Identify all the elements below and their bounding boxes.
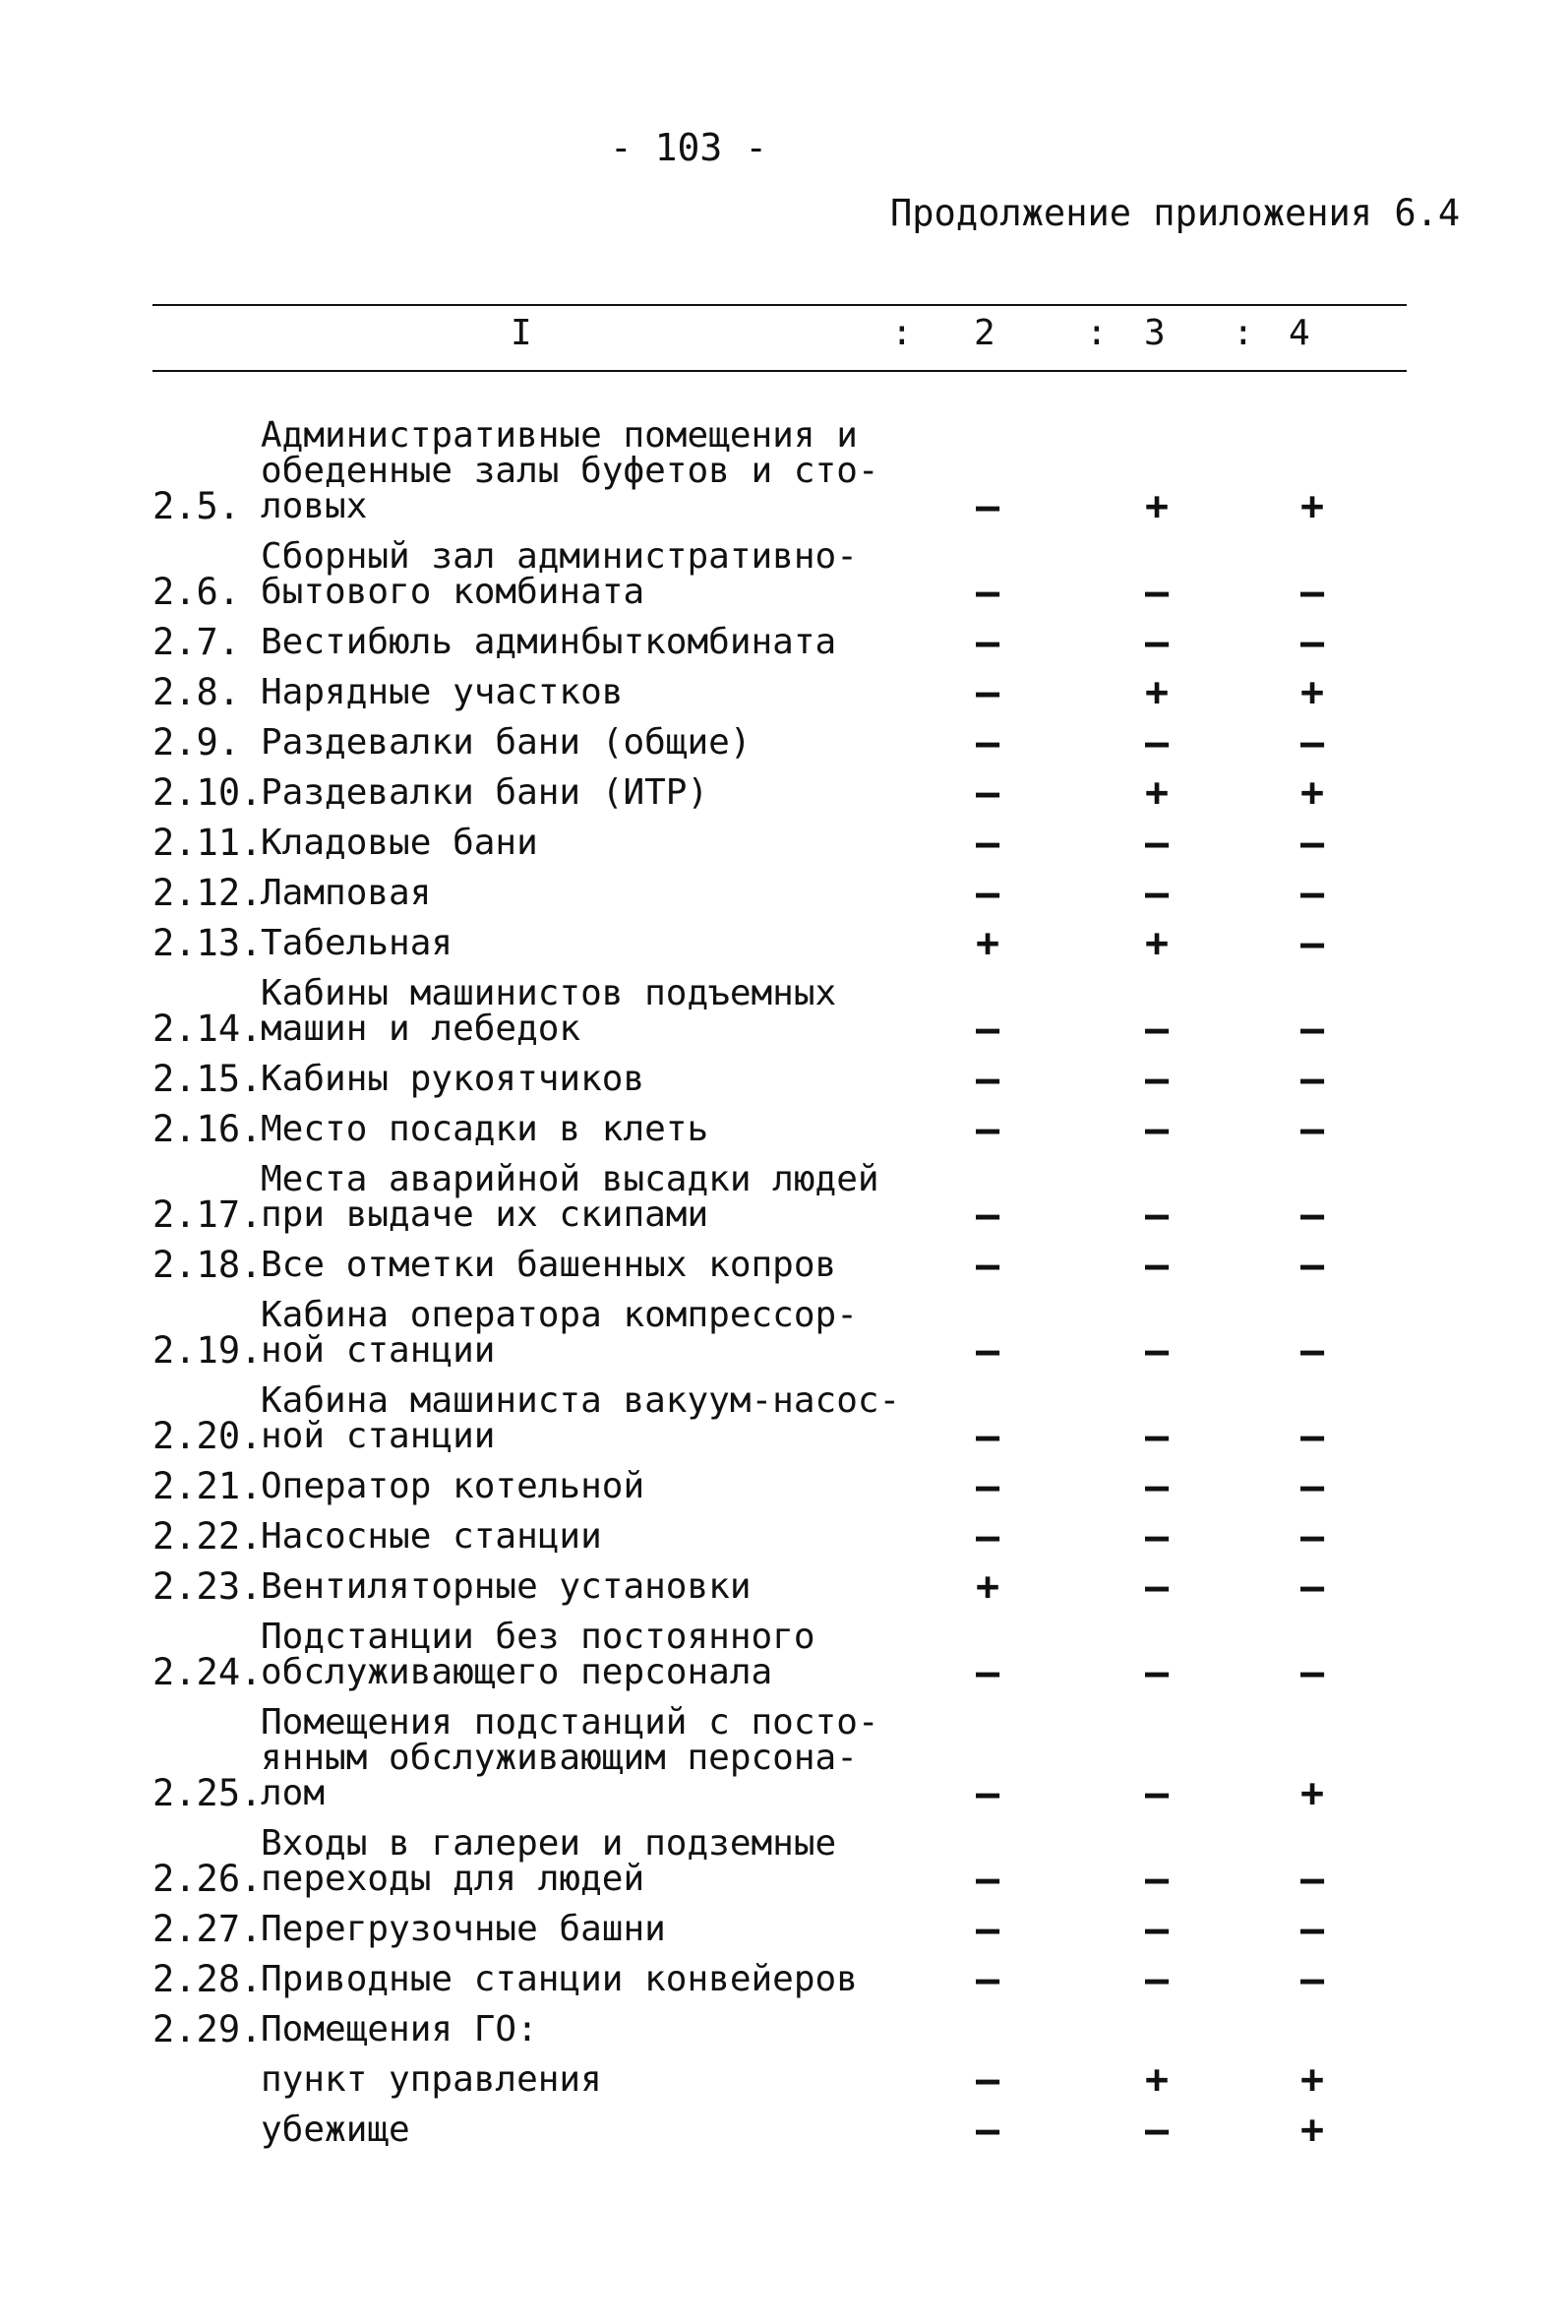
row-number: 2.28. <box>152 1958 263 2000</box>
mark-col4: – <box>1299 1007 1325 1052</box>
description-line: Кабина оператора компрессор- <box>261 1295 858 1335</box>
row-number: 2.12. <box>152 872 263 914</box>
mark-col3: – <box>1144 1771 1170 1816</box>
header-col2: 2 <box>974 313 995 353</box>
table-body <box>152 415 1431 2163</box>
mark-col4: – <box>1299 570 1325 615</box>
row-description <box>261 2009 1097 2049</box>
table-row <box>152 1107 1431 1152</box>
row-number: 2.26. <box>152 1858 263 1900</box>
table-row <box>152 620 1431 665</box>
mark-col4: – <box>1299 1193 1325 1238</box>
description-line: переходы для людей <box>261 1859 645 1899</box>
mark-col2: – <box>975 1857 1000 1902</box>
table-row <box>152 2108 1431 2153</box>
header-sep: : <box>1233 313 1254 353</box>
mark-col2: – <box>975 1907 1000 1952</box>
appendix-continuation-title: Продолжение приложения 6.4 <box>890 192 1461 234</box>
row-number: 2.19. <box>152 1329 263 1372</box>
table-row <box>152 1564 1431 1610</box>
table-row <box>152 1243 1431 1288</box>
mark-col3: + <box>1144 2057 1170 2103</box>
description-line: Ламповая <box>261 873 432 913</box>
mark-col3: – <box>1144 620 1170 665</box>
table-row <box>152 770 1431 816</box>
table-row <box>152 2008 1431 2050</box>
mark-col3: – <box>1144 1414 1170 1459</box>
description-line: ной станции <box>261 1416 496 1456</box>
description-line: Место посадки в клеть <box>261 1109 709 1149</box>
header-sep: : <box>891 313 913 353</box>
mark-col3: + <box>1144 670 1170 715</box>
mark-col3: – <box>1144 1564 1170 1610</box>
mark-col3: – <box>1144 1007 1170 1052</box>
mark-col3: – <box>1144 1650 1170 1695</box>
mark-col3: – <box>1144 1243 1170 1288</box>
description-line: Административные помещения и <box>261 415 858 456</box>
header-col4: 4 <box>1289 313 1310 353</box>
mark-col3: + <box>1144 921 1170 966</box>
mark-col4: – <box>1299 1107 1325 1152</box>
mark-col2: – <box>975 1107 1000 1152</box>
description-line: Кладовые бани <box>261 823 538 863</box>
row-number: 2.22. <box>152 1515 263 1558</box>
description-line: Входы в галереи и подземные <box>261 1823 837 1864</box>
mark-col2: – <box>975 2108 1000 2153</box>
description-line: пункт управления <box>261 2059 602 2100</box>
description-line: бытового комбината <box>261 572 645 612</box>
mark-col2: + <box>975 1564 1000 1610</box>
table-row <box>152 821 1431 866</box>
mark-col3: – <box>1144 1857 1170 1902</box>
mark-col2: – <box>975 484 1000 529</box>
description-line: Раздевалки бани (ИТР) <box>261 772 709 813</box>
mark-col2: – <box>975 1414 1000 1459</box>
description-line: Помещения ГО: <box>261 2009 538 2049</box>
mark-col3: – <box>1144 1514 1170 1560</box>
mark-col3: – <box>1144 1957 1170 2002</box>
mark-col4: + <box>1299 2057 1325 2103</box>
mark-col2: – <box>975 1514 1000 1560</box>
mark-col3: – <box>1144 1328 1170 1374</box>
table-row <box>152 2057 1431 2103</box>
mark-col4: + <box>1299 670 1325 715</box>
row-number: 2.15. <box>152 1058 263 1100</box>
mark-col3: + <box>1144 770 1170 816</box>
mark-col4: – <box>1299 921 1325 966</box>
table-row <box>152 415 1431 529</box>
table-header-rule <box>152 370 1407 372</box>
table-row <box>152 1514 1431 1560</box>
description-line: лом <box>261 1773 326 1813</box>
description-line: Вентиляторные установки <box>261 1566 752 1607</box>
mark-col3: – <box>1144 1107 1170 1152</box>
table-row <box>152 1617 1431 1695</box>
mark-col3: – <box>1144 2108 1170 2153</box>
row-number: 2.6. <box>152 571 241 613</box>
mark-col2: – <box>975 720 1000 765</box>
table-row <box>152 536 1431 615</box>
mark-col2: – <box>975 2057 1000 2103</box>
mark-col4: – <box>1299 1907 1325 1952</box>
mark-col3: – <box>1144 1464 1170 1509</box>
description-line: Все отметки башенных копров <box>261 1245 837 1285</box>
mark-col4: + <box>1299 484 1325 529</box>
mark-col2: – <box>975 821 1000 866</box>
row-number: 2.20. <box>152 1415 263 1457</box>
mark-col4: – <box>1299 871 1325 916</box>
description-line: Кабины машинистов подъемных <box>261 973 837 1013</box>
mark-col3: – <box>1144 821 1170 866</box>
description-line: ловых <box>261 486 368 526</box>
row-number: 2.27. <box>152 1908 263 1950</box>
mark-col3: – <box>1144 1057 1170 1102</box>
mark-col4: – <box>1299 1957 1325 2002</box>
description-line: Кабина машиниста вакуум-насос- <box>261 1380 901 1421</box>
description-line: обслуживающего персонала <box>261 1652 773 1692</box>
row-number: 2.14. <box>152 1008 263 1050</box>
description-line: янным обслуживающим персона- <box>261 1738 858 1778</box>
description-line: Насосные станции <box>261 1516 602 1557</box>
description-line: машин и лебедок <box>261 1009 581 1049</box>
description-line: Места аварийной высадки людей <box>261 1159 879 1199</box>
description-line: Оператор котельной <box>261 1466 645 1506</box>
description-line: Нарядные участков <box>261 672 624 712</box>
mark-col2: – <box>975 1007 1000 1052</box>
row-number: 2.5. <box>152 485 241 527</box>
mark-col4: – <box>1299 720 1325 765</box>
mark-col4: – <box>1299 620 1325 665</box>
mark-col2: – <box>975 670 1000 715</box>
row-number: 2.24. <box>152 1651 263 1693</box>
description-line: Табельная <box>261 923 453 963</box>
mark-col2: – <box>975 1328 1000 1374</box>
mark-col2: – <box>975 1771 1000 1816</box>
header-col1: I <box>511 313 532 353</box>
mark-col4: + <box>1299 2108 1325 2153</box>
description-line: Подстанции без постоянного <box>261 1617 815 1657</box>
mark-col2: – <box>975 570 1000 615</box>
mark-col4: – <box>1299 1057 1325 1102</box>
mark-col2: – <box>975 1957 1000 2002</box>
row-number: 2.11. <box>152 822 263 864</box>
table-row <box>152 1295 1431 1374</box>
mark-col2: – <box>975 1193 1000 1238</box>
table-row <box>152 1464 1431 1509</box>
table-row <box>152 720 1431 765</box>
mark-col4: – <box>1299 1328 1325 1374</box>
mark-col2: + <box>975 921 1000 966</box>
description-line: Вестибюль админбыткомбината <box>261 622 837 662</box>
mark-col2: – <box>975 1243 1000 1288</box>
mark-col2: – <box>975 1057 1000 1102</box>
mark-col4: – <box>1299 1464 1325 1509</box>
mark-col4: – <box>1299 1650 1325 1695</box>
mark-col3: + <box>1144 484 1170 529</box>
mark-col3: – <box>1144 1193 1170 1238</box>
table-row <box>152 871 1431 916</box>
mark-col4: + <box>1299 1771 1325 1816</box>
table-row <box>152 670 1431 715</box>
row-number: 2.23. <box>152 1565 263 1608</box>
table-top-rule <box>152 304 1407 306</box>
table-row <box>152 1702 1431 1816</box>
description-line: Сборный зал административно- <box>261 536 858 577</box>
mark-col4: – <box>1299 1514 1325 1560</box>
mark-col2: – <box>975 871 1000 916</box>
table-row <box>152 1957 1431 2002</box>
row-number: 2.10. <box>152 771 263 814</box>
table-row <box>152 973 1431 1052</box>
row-number: 2.21. <box>152 1465 263 1507</box>
description-line: Перегрузочные башни <box>261 1909 666 1949</box>
header-col3: 3 <box>1144 313 1166 353</box>
mark-col2: – <box>975 1464 1000 1509</box>
row-number: 2.7. <box>152 621 241 663</box>
table-row <box>152 1907 1431 1952</box>
mark-col3: – <box>1144 570 1170 615</box>
table-row <box>152 1159 1431 1238</box>
mark-col4: + <box>1299 770 1325 816</box>
page-number: - 103 - <box>609 126 768 169</box>
mark-col4: – <box>1299 821 1325 866</box>
table-row <box>152 1057 1431 1102</box>
row-number: 2.25. <box>152 1772 263 1814</box>
mark-col4: – <box>1299 1564 1325 1610</box>
row-number: 2.18. <box>152 1244 263 1286</box>
row-number: 2.29. <box>152 2008 263 2050</box>
mark-col4: – <box>1299 1243 1325 1288</box>
description-line: обеденные залы буфетов и сто- <box>261 451 879 491</box>
description-line: ной станции <box>261 1330 496 1371</box>
table-row <box>152 1823 1431 1902</box>
description-line: Приводные станции конвейеров <box>261 1959 858 1999</box>
table-row <box>152 921 1431 966</box>
mark-col3: – <box>1144 1907 1170 1952</box>
description-line: Помещения подстанций с посто- <box>261 1702 879 1743</box>
mark-col3: – <box>1144 871 1170 916</box>
table-row <box>152 1380 1431 1459</box>
row-number: 2.13. <box>152 922 263 964</box>
mark-col2: – <box>975 620 1000 665</box>
header-sep: : <box>1086 313 1108 353</box>
row-number: 2.16. <box>152 1108 263 1150</box>
description-line: Кабины рукоятчиков <box>261 1059 645 1099</box>
row-number: 2.17. <box>152 1193 263 1236</box>
mark-col2: – <box>975 1650 1000 1695</box>
mark-col4: – <box>1299 1414 1325 1459</box>
row-number: 2.8. <box>152 671 241 713</box>
description-line: Раздевалки бани (общие) <box>261 722 752 763</box>
mark-col2: – <box>975 770 1000 816</box>
mark-col3: – <box>1144 720 1170 765</box>
description-line: убежище <box>261 2110 410 2150</box>
description-line: при выдаче их скипами <box>261 1194 709 1235</box>
row-number: 2.9. <box>152 721 241 764</box>
mark-col4: – <box>1299 1857 1325 1902</box>
